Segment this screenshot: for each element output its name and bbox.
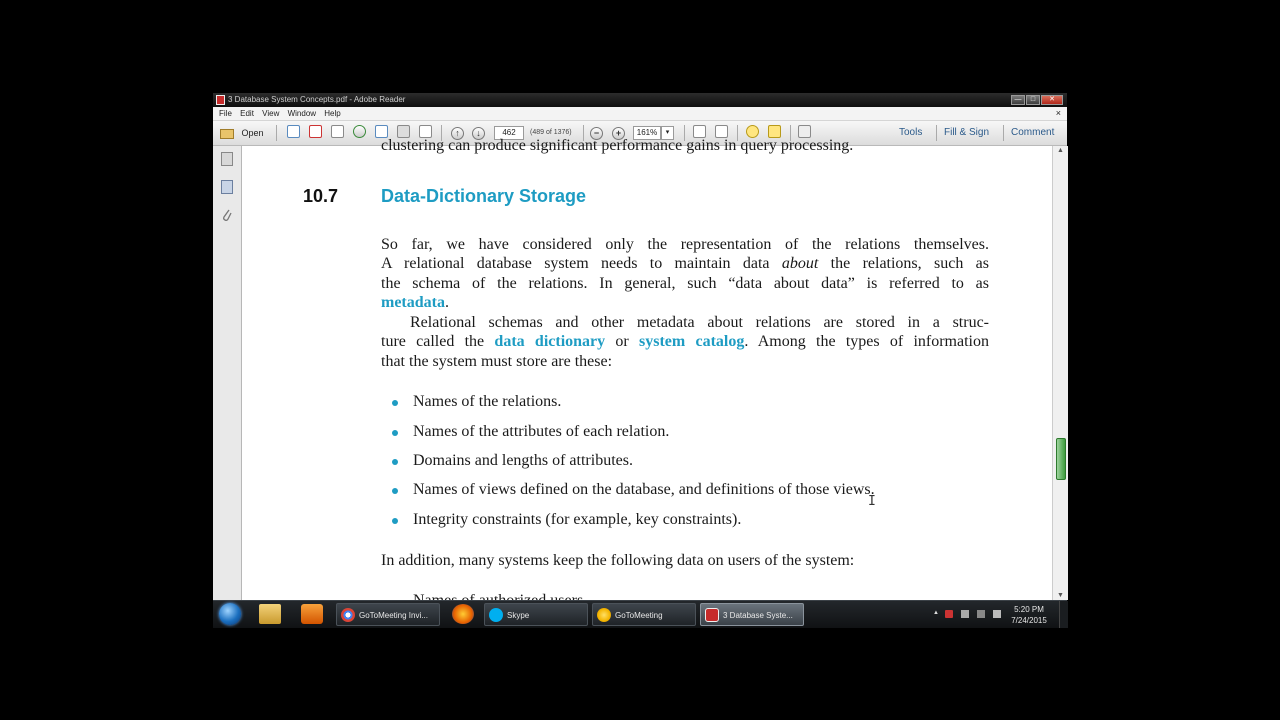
separator <box>1003 125 1004 141</box>
battery-icon[interactable] <box>993 610 1001 618</box>
paragraph-line: Relational schemas and other metadata about relations are stored in a struc- <box>410 314 989 331</box>
arrow-down-icon: ↓ <box>472 127 485 140</box>
file-explorer-icon[interactable] <box>259 604 281 624</box>
open-label: Open <box>241 128 264 138</box>
combine-files-button[interactable] <box>309 125 322 141</box>
paragraph-line <box>381 293 449 313</box>
bullet-icon <box>392 430 398 436</box>
section-title: Data-Dictionary Storage <box>381 186 587 206</box>
taskbar-item-gotomeeting[interactable] <box>592 603 696 626</box>
taskbar-item-gotomeeting-invite[interactable] <box>336 603 440 626</box>
chevron-down-icon: ▾ <box>665 129 670 136</box>
cloud-upload-button[interactable] <box>353 125 366 141</box>
paragraph-line: that the system must store are these: <box>381 353 613 370</box>
taskbar-item-label: GoToMeeting Invi... <box>359 611 428 620</box>
menu-bar <box>213 107 1067 121</box>
minimize-button[interactable]: — <box>1011 95 1025 105</box>
menu-edit[interactable]: Edit <box>240 109 254 118</box>
term-data-dictionary: data dictionary <box>494 333 606 350</box>
paragraph-line: So far, we have considered only the representation of the relations themselves. <box>381 236 989 253</box>
close-document-button[interactable]: × <box>1055 108 1061 118</box>
show-desktop-button[interactable] <box>1059 601 1068 628</box>
network-icon[interactable] <box>977 610 985 618</box>
create-pdf-button[interactable] <box>287 125 300 141</box>
media-player-icon[interactable] <box>301 604 323 624</box>
title-bar <box>213 93 1067 107</box>
text-run: . Among the types of information <box>744 333 989 350</box>
scroll-up-arrow-icon[interactable]: ▲ <box>1057 147 1064 154</box>
taskbar-item-label: 3 Database Syste... <box>723 611 793 620</box>
combine-files-icon <box>309 125 322 138</box>
page-thumbnails-icon[interactable] <box>221 152 233 166</box>
taskbar-item-skype[interactable] <box>484 603 588 626</box>
attachments-icon[interactable] <box>221 208 233 222</box>
bullet-icon <box>392 518 398 524</box>
italic-term: about <box>781 255 819 272</box>
list-item: Integrity constraints (for example, key constraints). <box>413 511 742 528</box>
close-button[interactable]: ✕ <box>1041 95 1063 105</box>
clock-date: 7/24/2015 <box>1011 616 1047 625</box>
page-number-input[interactable]: 462 <box>494 126 524 140</box>
fill-sign-pane-button[interactable]: Fill & Sign <box>944 127 990 138</box>
scrollbar-thumb[interactable] <box>1056 438 1066 480</box>
zoom-level-input[interactable]: 161% <box>633 126 661 140</box>
paragraph-line <box>381 254 989 274</box>
paragraph-line: the schema of the relations. In general, such “data about data” is referred to as <box>381 275 989 292</box>
text-run: ture called the <box>381 333 495 350</box>
document-view[interactable] <box>242 137 1052 600</box>
term-metadata: metadata <box>381 294 445 311</box>
plus-icon: + <box>612 127 625 140</box>
separator <box>276 125 277 141</box>
tray-app-icon[interactable] <box>945 610 953 618</box>
vertical-scrollbar[interactable] <box>1052 146 1068 600</box>
list-item: Names of the relations. <box>413 393 562 410</box>
section-number: 10.7 <box>303 186 339 206</box>
taskbar <box>213 600 1067 628</box>
volume-icon[interactable] <box>961 610 969 618</box>
taskbar-item-label: Skype <box>507 611 530 620</box>
list-item: Names of views defined on the database, and definitions of those views. <box>413 481 875 498</box>
screen <box>213 93 1067 627</box>
skype-icon <box>489 608 503 622</box>
text-run: A relational database system needs to maintain data <box>381 255 782 272</box>
window-title: 3 Database System Concepts.pdf - Adobe Reader <box>228 95 406 104</box>
text-run: the relations, such as <box>818 255 989 272</box>
folder-icon <box>220 129 234 139</box>
text-run: or <box>605 333 639 350</box>
text-cursor-icon: I <box>868 494 876 509</box>
window-controls <box>1011 95 1063 105</box>
taskbar-item-adobe-reader[interactable] <box>700 603 804 626</box>
adobe-reader-icon <box>216 95 225 105</box>
firefox-icon[interactable] <box>452 604 474 624</box>
maximize-button[interactable]: □ <box>1026 95 1040 105</box>
gotomeeting-icon <box>597 608 611 622</box>
create-pdf-icon <box>287 125 300 138</box>
cloud-upload-icon <box>353 125 366 138</box>
scroll-down-arrow-icon[interactable]: ▼ <box>1057 592 1064 599</box>
bullet-icon <box>392 400 398 406</box>
navigation-pane <box>213 146 242 600</box>
term-system-catalog: system catalog <box>639 333 745 350</box>
bullet-icon <box>392 488 398 494</box>
edit-pdf-button[interactable] <box>331 125 344 141</box>
previous-paragraph-line: clustering can produce significant performance gains in query processing. <box>381 137 854 154</box>
tools-pane-button[interactable]: Tools <box>899 127 923 138</box>
adobe-reader-icon <box>705 608 719 622</box>
comment-pane-button[interactable]: Comment <box>1011 127 1055 138</box>
menu-help[interactable]: Help <box>324 109 341 118</box>
start-button[interactable] <box>219 603 241 625</box>
menu-window[interactable]: Window <box>287 109 317 118</box>
menu-file[interactable]: File <box>219 109 232 118</box>
page-count: (489 of 1376) <box>530 129 572 136</box>
arrow-up-icon: ↑ <box>451 127 464 140</box>
list-item: Domains and lengths of attributes. <box>413 452 633 469</box>
minus-icon: − <box>590 127 603 140</box>
bookmarks-icon[interactable] <box>221 180 233 194</box>
bullet-icon <box>392 459 398 465</box>
chrome-icon <box>341 608 355 622</box>
paragraph-line: In addition, many systems keep the following data on users of the system: <box>381 552 855 569</box>
show-hidden-icons-button[interactable]: ▲ <box>933 610 939 616</box>
text-run: . <box>444 294 449 311</box>
menu-view[interactable]: View <box>262 109 280 118</box>
system-clock[interactable] <box>1003 604 1055 626</box>
open-button[interactable] <box>220 125 264 141</box>
paragraph-line <box>381 332 989 352</box>
edit-document-icon <box>331 125 344 138</box>
list-item: Names of the attributes of each relation. <box>413 423 670 440</box>
clock-time: 5:20 PM <box>1014 605 1044 614</box>
taskbar-item-label: GoToMeeting <box>615 611 663 620</box>
